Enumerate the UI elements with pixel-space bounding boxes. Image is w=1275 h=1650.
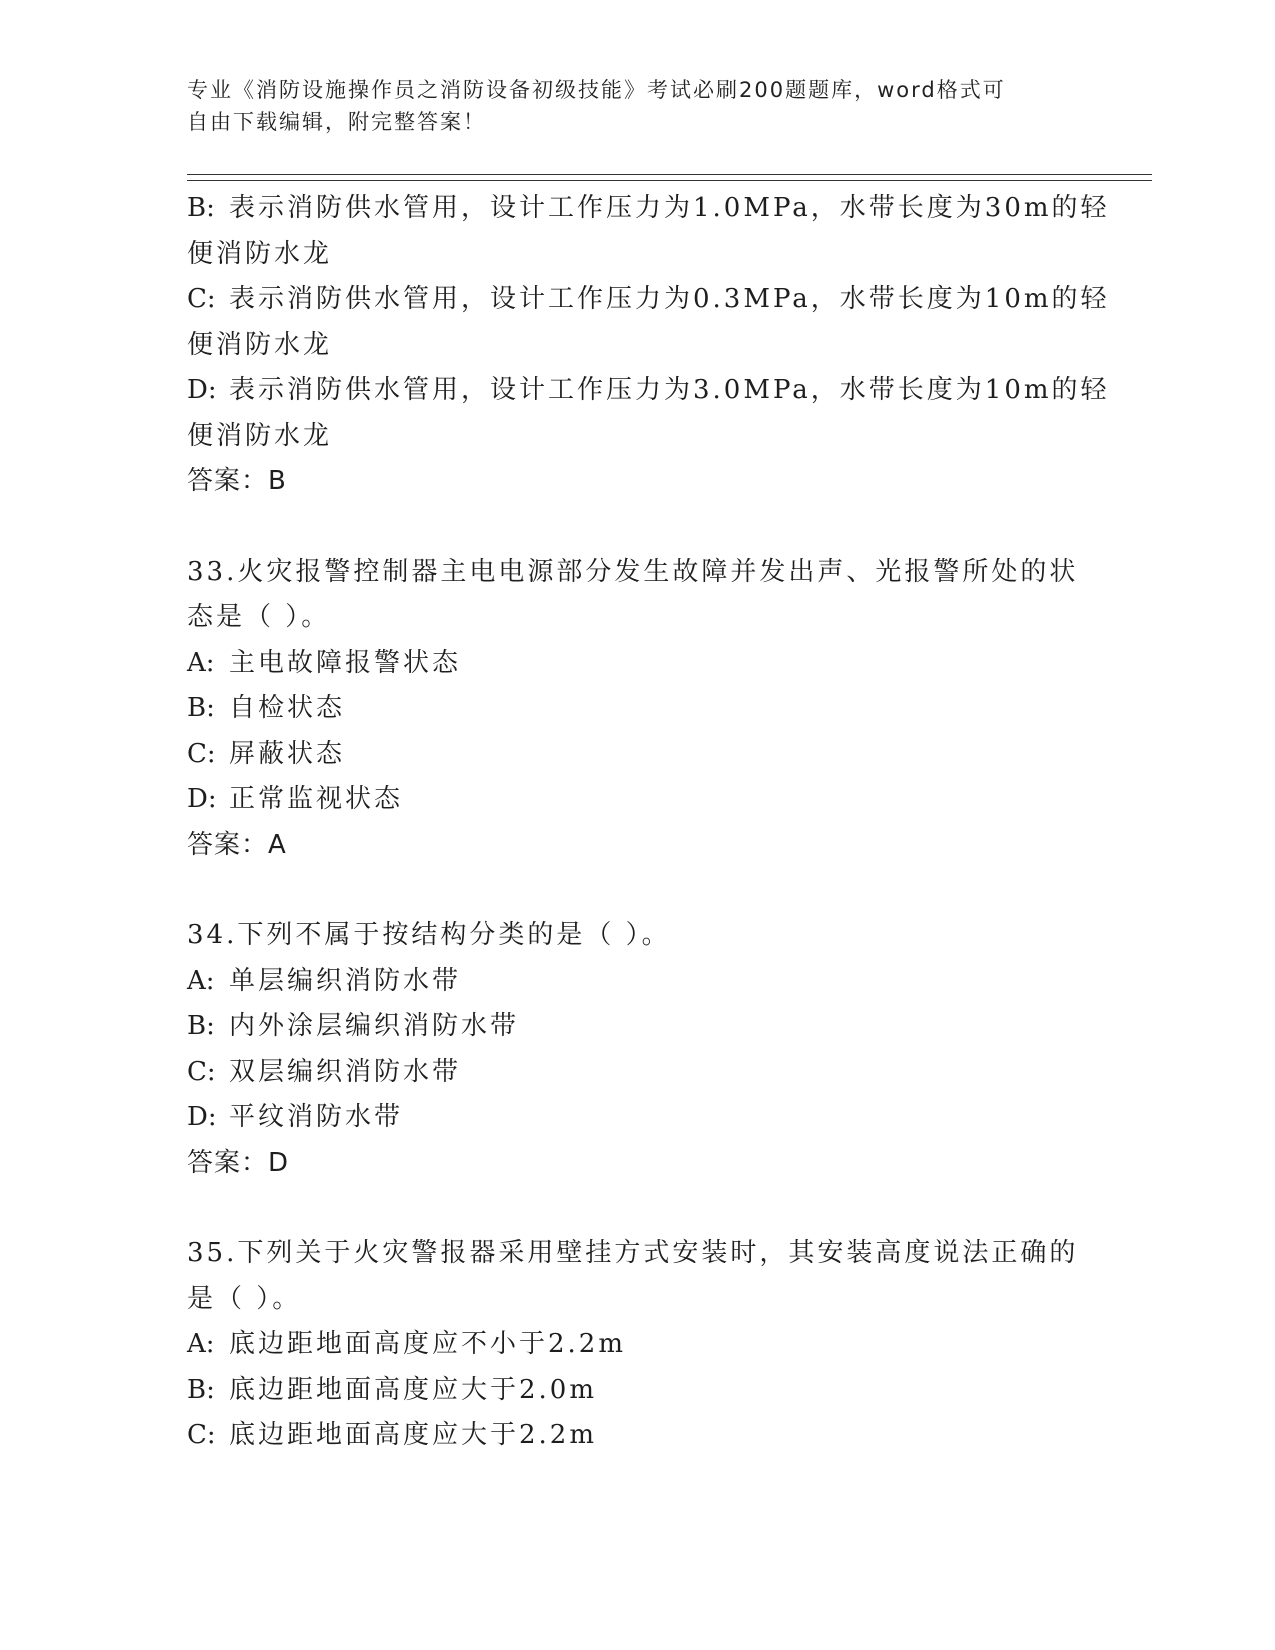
option-line bbox=[187, 1095, 1087, 1141]
option-letter: D: bbox=[187, 784, 217, 814]
document-body bbox=[187, 186, 1110, 1459]
spacer bbox=[187, 1186, 1087, 1231]
question-block-prev bbox=[187, 186, 1110, 505]
option-text: 内外涂层编织消防水带 bbox=[229, 1011, 520, 1041]
option-line bbox=[187, 1368, 1087, 1414]
option-text: 底边距地面高度应不小于2.2m bbox=[229, 1329, 627, 1359]
option-letter: B: bbox=[187, 193, 215, 223]
header-line: 自由下载编辑，附完整答案！ bbox=[187, 110, 486, 134]
question-stem: 34.下列不属于按结构分类的是（ ）。 bbox=[187, 920, 671, 950]
option-line bbox=[187, 186, 1110, 232]
option-line bbox=[187, 686, 1087, 732]
option-letter: C: bbox=[187, 284, 216, 314]
header-divider bbox=[187, 174, 1152, 175]
option-line bbox=[187, 1004, 1087, 1050]
option-line bbox=[187, 777, 1087, 823]
option-text-continued: 便消防水龙 bbox=[187, 420, 333, 451]
question-stem-continued: 态是（ ）。 bbox=[187, 602, 331, 632]
answer-text: 答案：A bbox=[187, 829, 287, 860]
spacer bbox=[187, 868, 1087, 913]
option-line bbox=[187, 1322, 1087, 1368]
header-divider bbox=[187, 180, 1152, 181]
option-line bbox=[187, 368, 1110, 414]
option-text: 表示消防供水管用，设计工作压力为0.3MPa，水带长度为10m的轻 bbox=[229, 284, 1110, 314]
question-block-34 bbox=[187, 913, 1087, 1186]
question-stem: 35.下列关于火灾警报器采用壁挂方式安装时，其安装高度说法正确的 bbox=[187, 1238, 1079, 1268]
question-stem-continued: 是（ ）。 bbox=[187, 1283, 302, 1314]
answer-text: 答案：D bbox=[187, 1147, 290, 1178]
option-text: 底边距地面高度应大于2.2m bbox=[229, 1420, 598, 1450]
option-text: 自检状态 bbox=[229, 693, 346, 723]
option-text-continued: 便消防水龙 bbox=[187, 238, 333, 269]
spacer bbox=[187, 505, 1087, 550]
option-letter: B: bbox=[187, 693, 215, 723]
option-text: 主电故障报警状态 bbox=[229, 647, 462, 678]
option-line bbox=[187, 1050, 1087, 1096]
option-letter: D: bbox=[187, 1102, 217, 1132]
option-line bbox=[187, 1413, 1087, 1459]
question-block-33 bbox=[187, 550, 1087, 869]
option-letter: C: bbox=[187, 738, 216, 769]
option-text: 底边距地面高度应大于2.0m bbox=[229, 1374, 598, 1405]
option-letter: D: bbox=[187, 375, 217, 405]
option-line bbox=[187, 641, 1087, 687]
question-block-35 bbox=[187, 1231, 1087, 1459]
option-letter: B: bbox=[187, 1374, 215, 1405]
option-text: 平纹消防水带 bbox=[229, 1102, 404, 1132]
option-letter: C: bbox=[187, 1056, 216, 1087]
option-text: 表示消防供水管用，设计工作压力为3.0MPa，水带长度为10m的轻 bbox=[229, 375, 1110, 405]
option-text: 屏蔽状态 bbox=[229, 738, 346, 769]
option-line bbox=[187, 277, 1110, 323]
option-text-continued: 便消防水龙 bbox=[187, 329, 333, 360]
header-line: 专业《消防设施操作员之消防设备初级技能》考试必刷200题题库，word格式可 bbox=[187, 78, 1006, 102]
option-text: 表示消防供水管用，设计工作压力为1.0MPa，水带长度为30m的轻 bbox=[229, 193, 1110, 223]
option-text: 正常监视状态 bbox=[229, 784, 404, 814]
answer-text: 答案：B bbox=[187, 466, 287, 496]
option-text: 双层编织消防水带 bbox=[229, 1056, 462, 1087]
option-letter: A: bbox=[187, 647, 215, 678]
document-header bbox=[187, 74, 1067, 138]
option-letter: A: bbox=[187, 965, 215, 996]
question-stem: 33.火灾报警控制器主电电源部分发生故障并发出声、光报警所处的状 bbox=[187, 556, 1079, 587]
option-letter: C: bbox=[187, 1420, 216, 1450]
option-line bbox=[187, 959, 1087, 1005]
option-text: 单层编织消防水带 bbox=[229, 965, 462, 996]
option-letter: A: bbox=[187, 1329, 215, 1359]
option-line bbox=[187, 732, 1087, 778]
option-letter: B: bbox=[187, 1011, 215, 1041]
